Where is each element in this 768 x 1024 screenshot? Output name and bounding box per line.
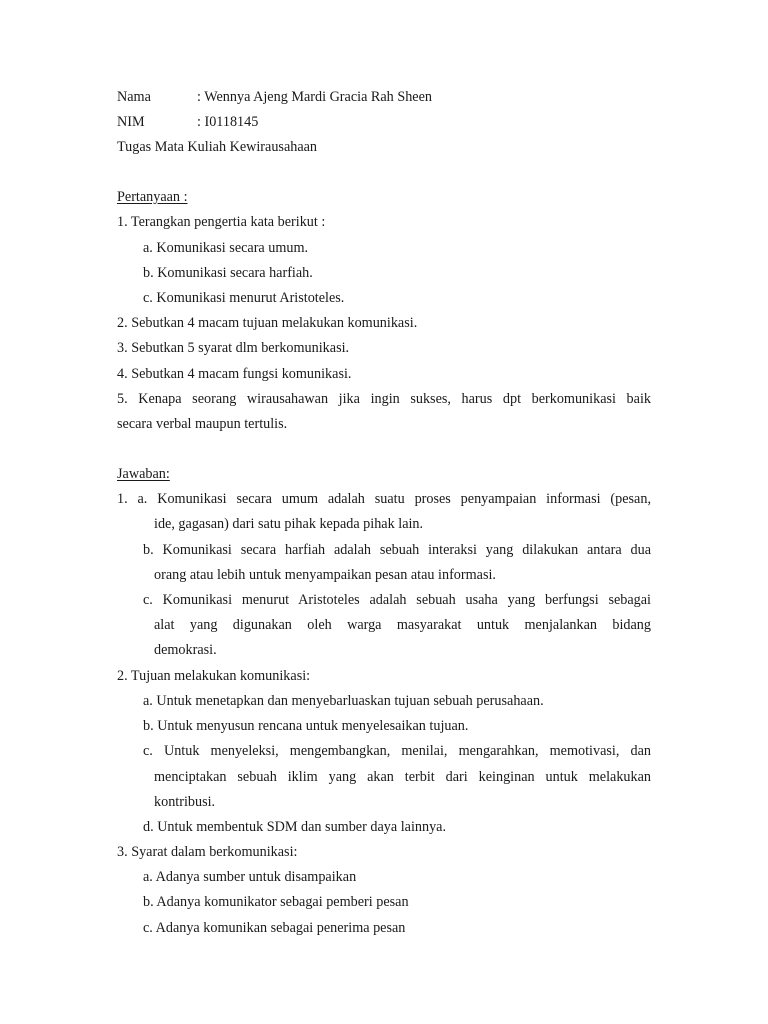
answer-3c: c. Adanya komunikan sebagai penerima pesan (143, 920, 406, 936)
nama-label: Nama (117, 89, 151, 105)
answer-1a-line-1: 1. a. Komunikasi secara umum adalah suatu proses penyampaian informasi (pesan, (117, 491, 651, 507)
course-title: Tugas Mata Kuliah Kewirausahaan (117, 139, 318, 155)
answer-2c-line-1: c. Untuk menyeleksi, mengembangkan, menilai, mengarahkan, memotivasi, dan (143, 743, 651, 759)
answer-2a: a. Untuk menetapkan dan menyebarluaskan tujuan sebuah perusahaan. (143, 693, 544, 709)
answer-3: 3. Syarat dalam berkomunikasi: (117, 844, 298, 860)
answer-2c-line-2: menciptakan sebuah iklim yang akan terbit dari keinginan untuk melakukan (154, 769, 651, 785)
answer-2c-line-3: kontribusi. (154, 794, 216, 810)
question-2: 2. Sebutkan 4 macam tujuan melakukan komunikasi. (117, 315, 418, 331)
answer-1b-line-1: b. Komunikasi secara harfiah adalah sebuah interaksi yang dilakukan antara dua (143, 542, 651, 558)
nama-value: : Wennya Ajeng Mardi Gracia Rah Sheen (197, 89, 432, 105)
nim-value: : I0118145 (197, 114, 259, 130)
answer-2d: d. Untuk membentuk SDM dan sumber daya lainnya. (143, 819, 447, 835)
answer-1c-line-3: demokrasi. (154, 642, 217, 658)
question-5-line-2: secara verbal maupun tertulis. (117, 416, 288, 432)
nim-row (117, 113, 537, 131)
question-1c: c. Komunikasi menurut Aristoteles. (143, 290, 345, 306)
question-3: 3. Sebutkan 5 syarat dlm berkomunikasi. (117, 340, 350, 356)
answer-2b: b. Untuk menyusun rencana untuk menyelesaikan tujuan. (143, 718, 469, 734)
question-5-line-1: 5. Kenapa seorang wirausahawan jika ingin sukses, harus dpt berkomunikasi baik (117, 391, 651, 407)
question-1: 1. Terangkan pengertia kata berikut : (117, 214, 326, 230)
question-1b: b. Komunikasi secara harfiah. (143, 265, 313, 281)
answer-3a: a. Adanya sumber untuk disampaikan (143, 869, 357, 885)
questions-heading: Pertanyaan : (117, 189, 188, 205)
nim-label: NIM (117, 114, 145, 130)
answers-heading: Jawaban: (117, 466, 170, 482)
answer-2: 2. Tujuan melakukan komunikasi: (117, 668, 311, 684)
nama-row (117, 88, 537, 106)
question-1a: a. Komunikasi secara umum. (143, 240, 309, 256)
answer-3b: b. Adanya komunikator sebagai pemberi pesan (143, 894, 409, 910)
answer-1c-line-1: c. Komunikasi menurut Aristoteles adalah sebuah usaha yang berfungsi sebagai (143, 592, 651, 608)
answer-1c-line-2: alat yang digunakan oleh warga masyarakat untuk menjalankan bidang (154, 617, 651, 633)
answer-1a-line-2: ide, gagasan) dari satu pihak kepada pihak lain. (154, 516, 424, 532)
question-4: 4. Sebutkan 4 macam fungsi komunikasi. (117, 366, 352, 382)
answer-1b-line-2: orang atau lebih untuk menyampaikan pesan atau informasi. (154, 567, 496, 583)
